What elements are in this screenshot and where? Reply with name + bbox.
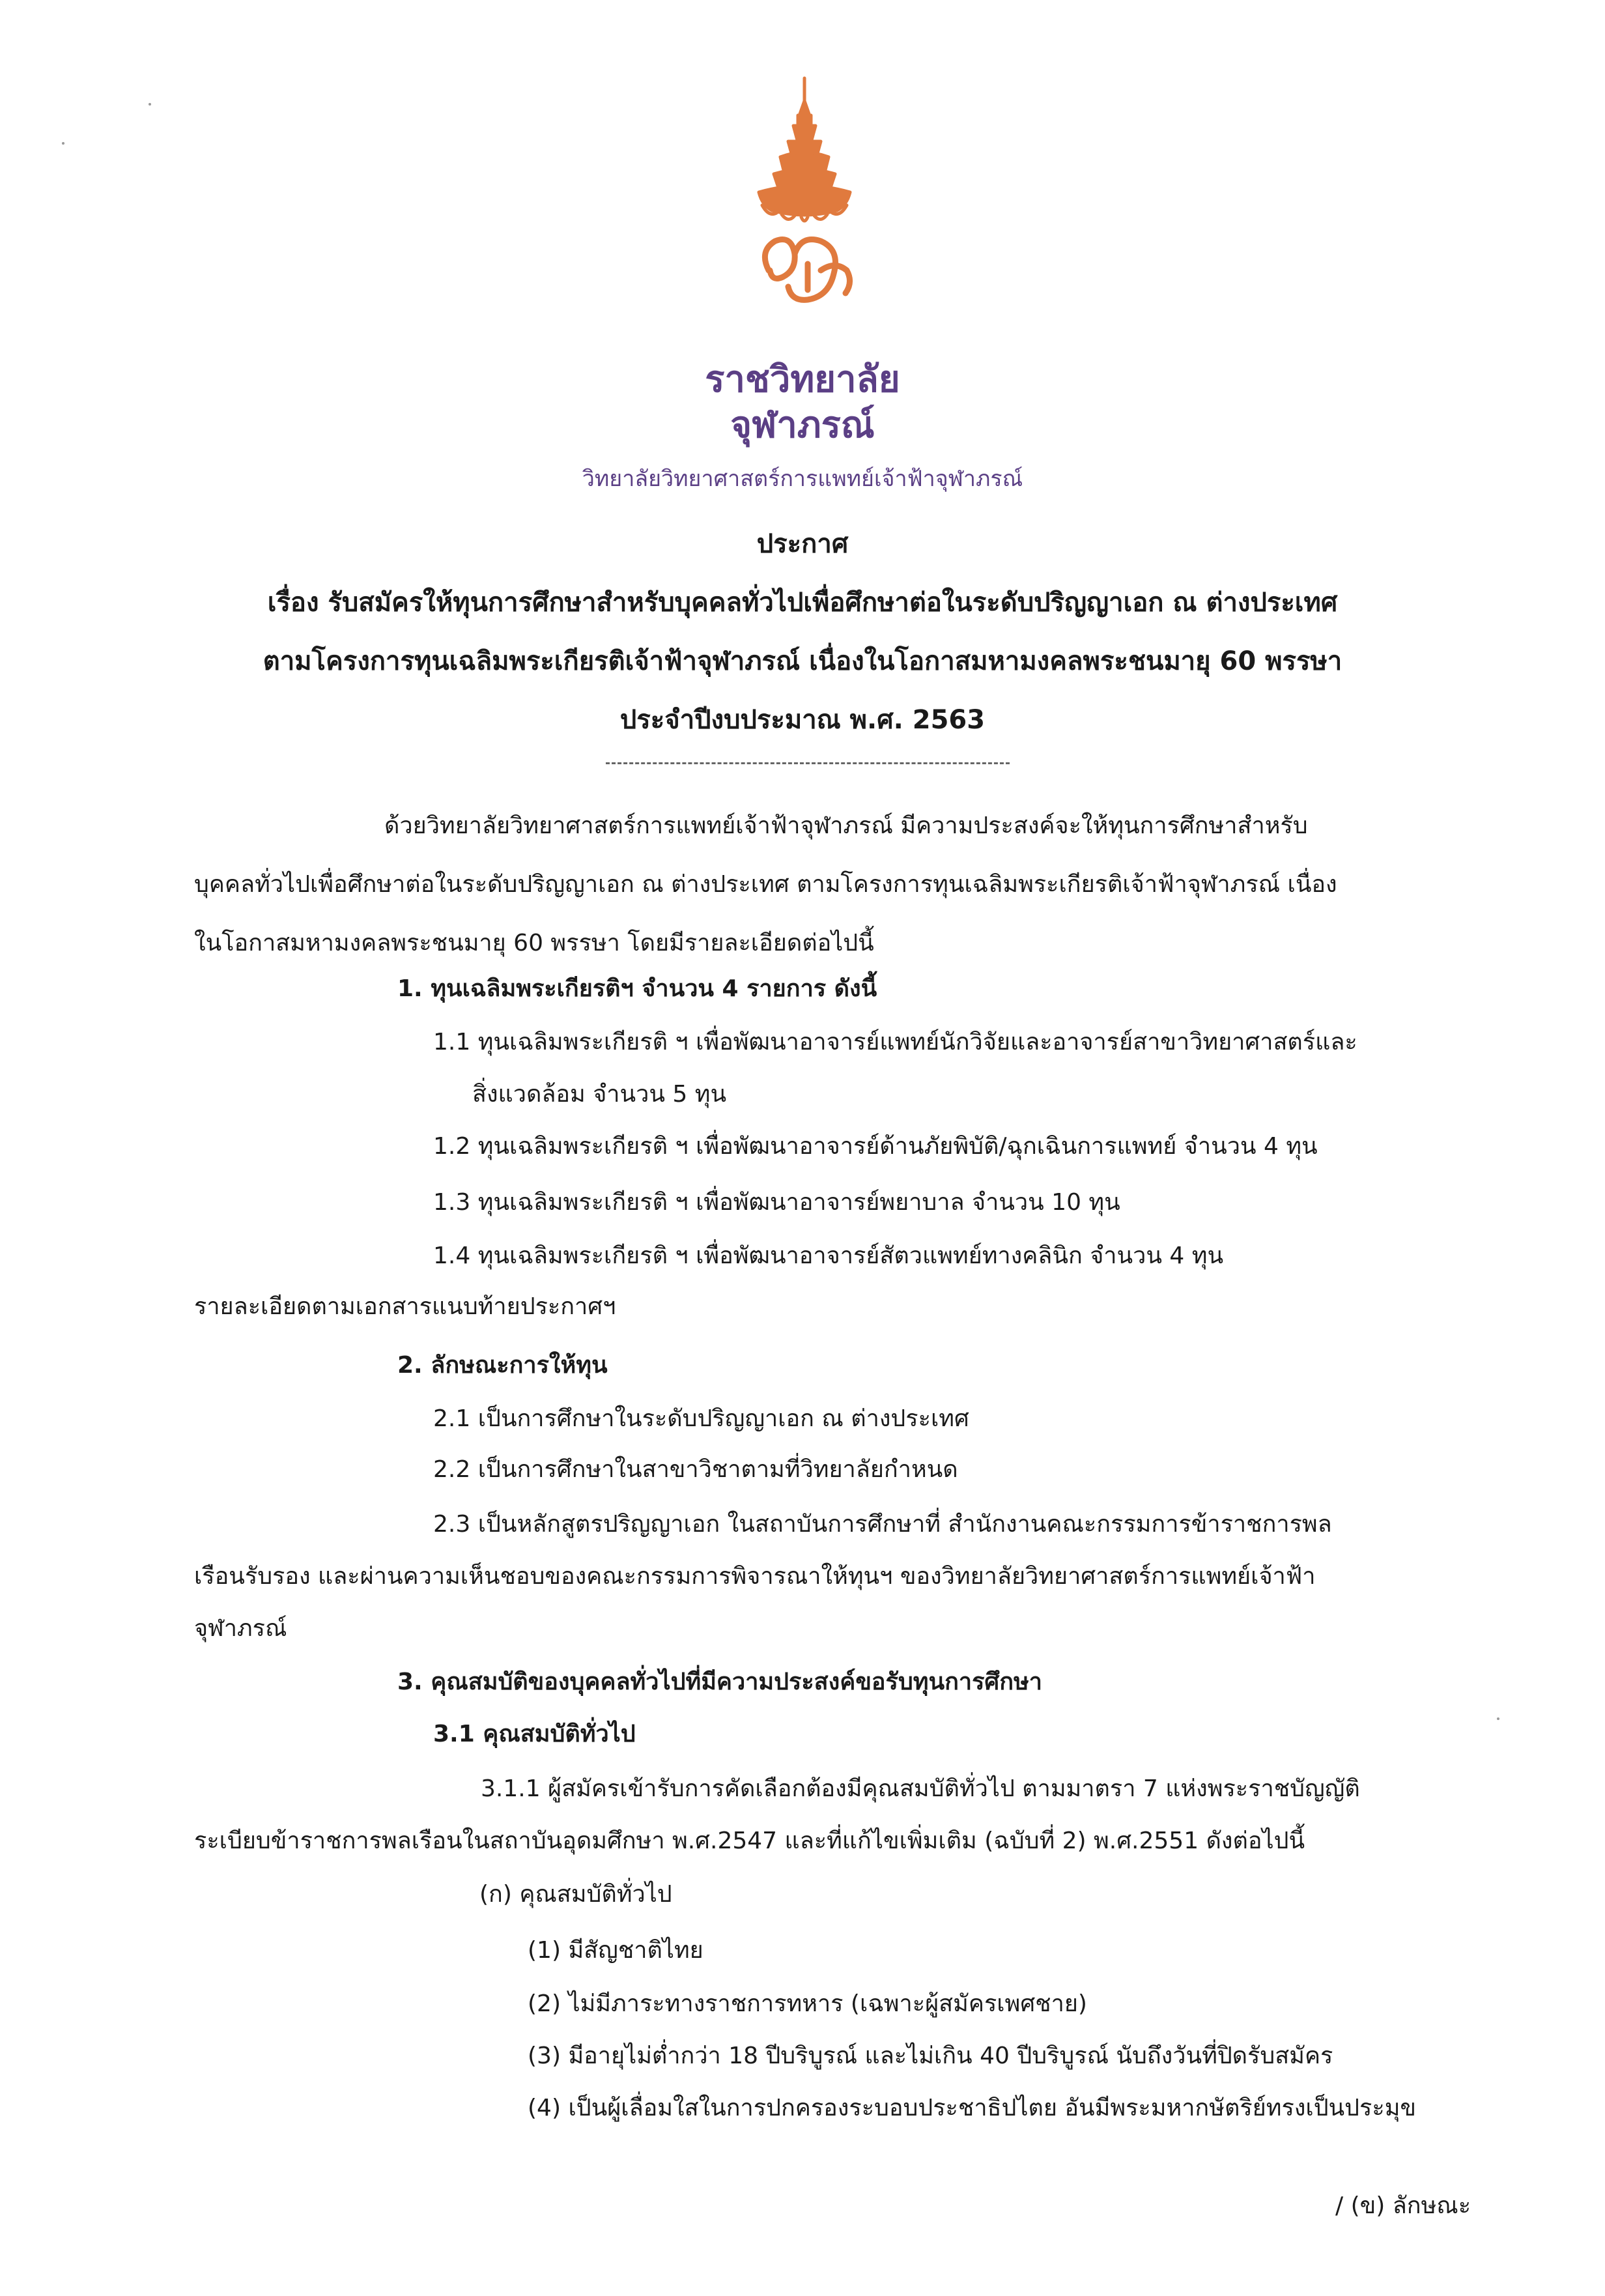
royal-crown-emblem-icon xyxy=(723,75,886,342)
intro-line-3: ในโอกาสมหามงคลพระชนมายุ 60 พรรษา โดยมีรายละเอียดต่อไปนี้ xyxy=(194,930,874,956)
item-2-3-line-3: จุฬาภรณ์ xyxy=(194,1615,287,1642)
title-divider xyxy=(606,762,1010,764)
subject-line-2: ตามโครงการทุนเฉลิมพระเกียรติเจ้าฟ้าจุฬาภรณ์ เนื่องในโอกาสมหามงคลพระชนมายุ 60 พรรษา xyxy=(263,646,1342,676)
section-1-note: รายละเอียดตามเอกสารแนบท้ายประกาศฯ xyxy=(194,1293,616,1320)
item-2-2: 2.2 เป็นการศึกษาในสาขาวิชาตามที่วิทยาลัยกำหนด xyxy=(433,1456,958,1483)
college-short-name-line1: ราชวิทยาลัย xyxy=(705,358,900,401)
qualification-2: (2) ไม่มีภาระทางราชการทหาร (เฉพาะผู้สมัครเพศชาย) xyxy=(528,1990,1087,2017)
item-3-1-1-line-2: ระเบียบข้าราชการพลเรือนในสถาบันอุดมศึกษา พ.ศ.2547 และที่แก้ไขเพิ่มเติม (ฉบับที่ 2) พ.ศ.2551 ดังต่อไปนี้ xyxy=(194,1828,1305,1854)
item-1-3: 1.3 ทุนเฉลิมพระเกียรติ ฯ เพื่อพัฒนาอาจารย์พยาบาล จำนวน 10 ทุน xyxy=(433,1189,1120,1216)
college-short-name-line2: จุฬาภรณ์ xyxy=(730,404,875,446)
intro-line-2: บุคคลทั่วไปเพื่อศึกษาต่อในระดับปริญญาเอก ณ ต่างประเทศ ตามโครงการทุนเฉลิมพระเกียรติเจ้าฟ้าจุฬาภรณ์ เนื่อง xyxy=(194,871,1337,898)
qualification-3: (3) มีอายุไม่ต่ำกว่า 18 ปีบริบูรณ์ และไม่เกิน 40 ปีบริบูรณ์ นับถึงวันที่ปิดรับสมัคร xyxy=(528,2043,1333,2069)
item-1-1-line-2: สิ่งแวดล้อม จำนวน 5 ทุน xyxy=(472,1081,727,1108)
section-1-heading: 1. ทุนเฉลิมพระเกียรติฯ จำนวน 4 รายการ ดังนี้ xyxy=(397,975,877,1002)
qualification-4: (4) เป็นผู้เลื่อมใสในการปกครองระบอบประชาธิปไตย อันมีพระมหากษัตริย์ทรงเป็นประมุข xyxy=(528,2095,1417,2121)
page-continuation: / (ข) ลักษณะ xyxy=(1335,2192,1471,2219)
intro-line-1: ด้วยวิทยาลัยวิทยาศาสตร์การแพทย์เจ้าฟ้าจุฬาภรณ์ มีความประสงค์จะให้ทุนการศึกษาสำหรับ xyxy=(384,812,1308,839)
subject-line-3: ประจำปีงบประมาณ พ.ศ. 2563 xyxy=(619,705,986,735)
item-2-3-line-1: 2.3 เป็นหลักสูตรปริญญาเอก ในสถาบันการศึกษาที่ สำนักงานคณะกรรมการข้าราชการพล xyxy=(433,1511,1332,1538)
item-1-4: 1.4 ทุนเฉลิมพระเกียรติ ฯ เพื่อพัฒนาอาจารย์สัตวแพทย์ทางคลินิก จำนวน 4 ทุน xyxy=(433,1242,1224,1269)
item-1-2: 1.2 ทุนเฉลิมพระเกียรติ ฯ เพื่อพัฒนาอาจารย์ด้านภัยพิบัติ/ฉุกเฉินการแพทย์ จำนวน 4 ทุน xyxy=(433,1133,1318,1160)
subject-line-1: เรื่อง รับสมัครให้ทุนการศึกษาสำหรับบุคคลทั่วไปเพื่อศึกษาต่อในระดับปริญญาเอก ณ ต่างประเทศ xyxy=(267,588,1338,618)
section-3-heading: 3. คุณสมบัติของบุคคลทั่วไปที่มีความประสงค์ขอรับทุนการศึกษา xyxy=(397,1669,1043,1695)
item-3-1-1-line-1: 3.1.1 ผู้สมัครเข้ารับการคัดเลือกต้องมีคุณสมบัติทั่วไป ตามมาตรา 7 แห่งพระราชบัญญัติ xyxy=(481,1775,1360,1802)
item-1-1-line-1: 1.1 ทุนเฉลิมพระเกียรติ ฯ เพื่อพัฒนาอาจารย์แพทย์นักวิจัยและอาจารย์สาขาวิทยาศาสตร์และ xyxy=(433,1029,1357,1055)
college-full-name: วิทยาลัยวิทยาศาสตร์การแพทย์เจ้าฟ้าจุฬาภรณ์ xyxy=(582,466,1023,492)
section-2-heading: 2. ลักษณะการให้ทุน xyxy=(397,1352,608,1379)
item-2-3-line-2: เรือนรับรอง และผ่านความเห็นชอบของคณะกรรมการพิจารณาให้ทุนฯ ของวิทยาลัยวิทยาศาสตร์การแพทย์เจ้าฟ้า xyxy=(194,1563,1316,1590)
item-2-1: 2.1 เป็นการศึกษาในระดับปริญญาเอก ณ ต่างประเทศ xyxy=(433,1405,969,1432)
scan-speck xyxy=(62,142,64,145)
announcement-heading: ประกาศ xyxy=(756,529,849,559)
scan-speck xyxy=(1497,1717,1499,1720)
section-3-1-heading: 3.1 คุณสมบัติทั่วไป xyxy=(433,1721,636,1747)
qualification-1: (1) มีสัญชาติไทย xyxy=(528,1937,703,1964)
sub-item-a: (ก) คุณสมบัติทั่วไป xyxy=(479,1881,672,1908)
scan-speck xyxy=(149,103,151,106)
